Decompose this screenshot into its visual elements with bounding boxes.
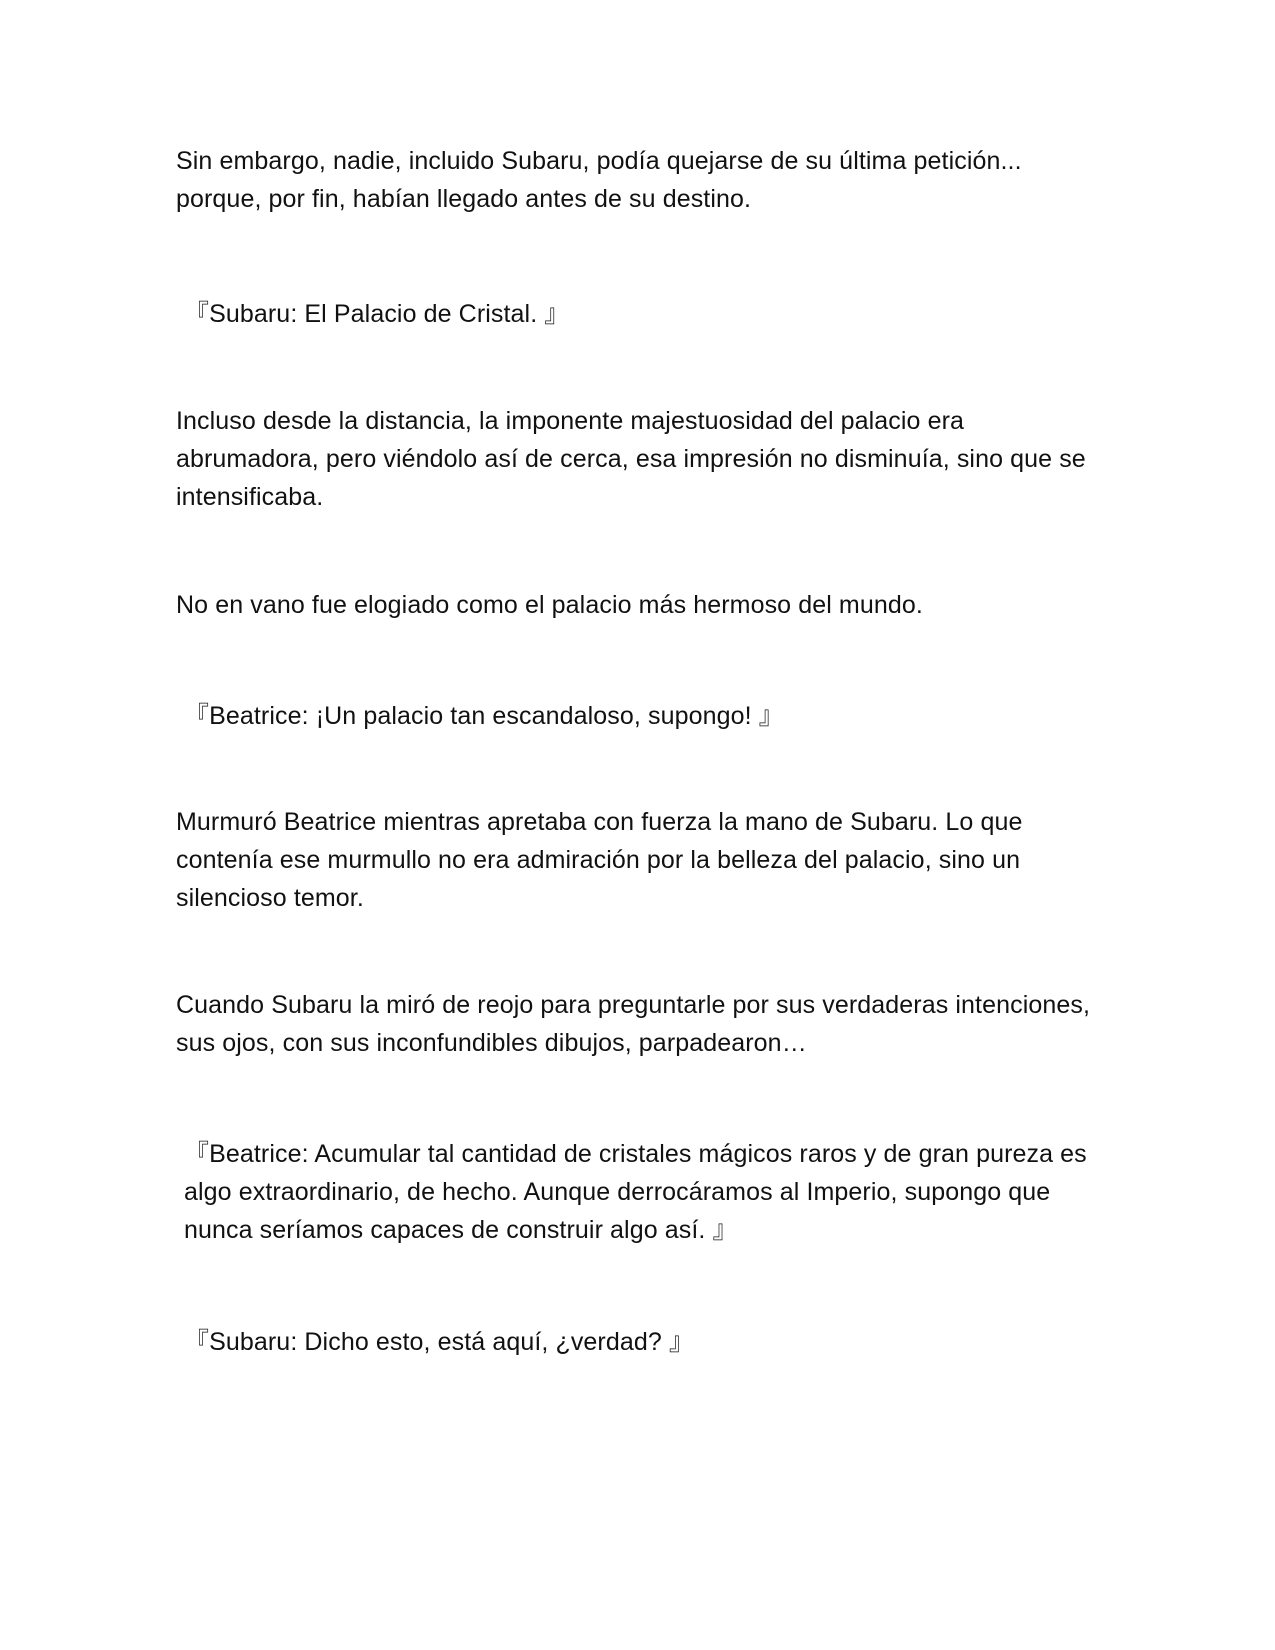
dialogue-beatrice-1: 『Beatrice: ¡Un palacio tan escandaloso, supongo! 』: [184, 702, 784, 730]
narration-paragraph-3: No en vano fue elogiado como el palacio más hermoso del mundo.: [176, 591, 923, 619]
narration-paragraph-2: Incluso desde la distancia, la imponente majestuosidad del palacio era abrumadora, pero viéndolo así de cerca, esa impresión no disminuía, sino que se intensificaba.: [176, 407, 1086, 511]
dialogue-beatrice-2: 『Beatrice: Acumular tal cantidad de cristales mágicos raros y de gran pureza es algo extraordinario, de hecho. Aunque derrocáramos al Imperio, supongo que nunca seríamos capaces de construir algo así. 』: [184, 1140, 1087, 1244]
narration-paragraph-5: Cuando Subaru la miró de reojo para preguntarle por sus verdaderas intenciones, sus ojos, con sus inconfundibles dibujos, parpadearon…: [176, 991, 1091, 1057]
narration-paragraph-4: Murmuró Beatrice mientras apretaba con fuerza la mano de Subaru. Lo que contenía ese murmullo no era admiración por la belleza del palacio, sino un silencioso temor.: [176, 808, 1023, 912]
narration-paragraph-1: Sin embargo, nadie, incluido Subaru, podía quejarse de su última petición... porque, por fin, habían llegado antes de su destino.: [176, 147, 1022, 213]
dialogue-subaru-1: 『Subaru: El Palacio de Cristal. 』: [184, 300, 570, 328]
dialogue-subaru-2: 『Subaru: Dicho esto, está aquí, ¿verdad? 』: [184, 1328, 695, 1356]
